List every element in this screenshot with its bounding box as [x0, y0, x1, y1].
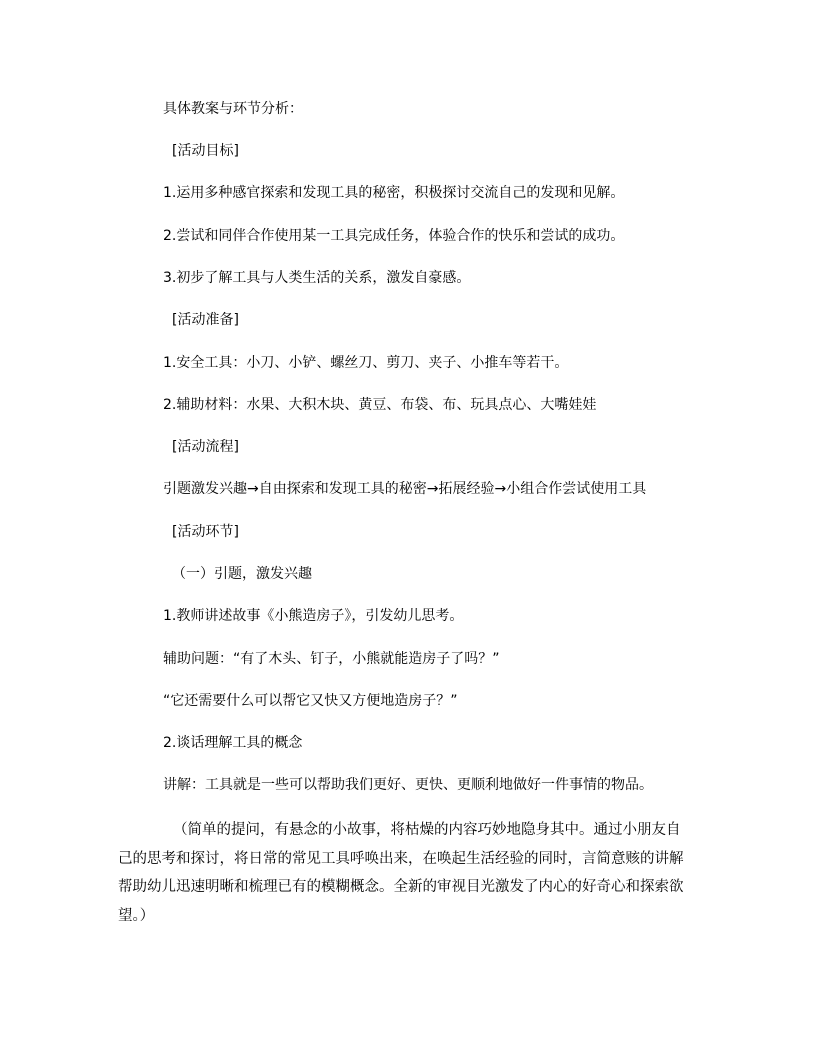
section-heading-prep: [活动准备]	[172, 312, 239, 328]
prep-item: 1.安全工具：小刀、小铲、螺丝刀、剪刀、夹子、小推车等若干。	[163, 355, 569, 371]
steps-item: “它还需要什么可以帮它又快又方便地造房子？”	[163, 693, 458, 709]
steps-item: 辅助问题：“有了木头、钉子，小熊就能造房子了吗？”	[163, 651, 500, 667]
prep-item: 2.辅助材料：水果、大积木块、黄豆、布袋、布、玩具点心、大嘴娃娃	[163, 397, 597, 413]
flow-text: 引题激发兴趣→自由探索和发现工具的秘密→拓展经验→小组合作尝试使用工具	[163, 481, 647, 497]
section-heading-flow: [活动流程]	[172, 439, 239, 455]
goal-item: 1.运用多种感官探索和发现工具的秘密，积极探讨交流自己的发现和见解。	[163, 185, 625, 201]
steps-item: 讲解：工具就是一些可以帮助我们更好、更快、更顺利地做好一件事情的物品。	[163, 777, 653, 793]
analysis-paragraph: （简单的提问，有悬念的小故事，将枯燥的内容巧妙地隐身其中。通过小朋友自己的思考和探讨，将日常的常见工具呼唤出来，在唤起生活经验的同时，言简意赅的讲解帮助幼儿迅速明晰和梳理已有的模糊概念。全新的审视目光激发了内心的好奇心和探索欲望。）	[118, 822, 684, 924]
section-heading-steps: [活动环节]	[172, 524, 239, 540]
section-heading-goal: [活动目标]	[172, 143, 239, 159]
steps-item: 2.谈话理解工具的概念	[163, 735, 303, 751]
steps-subheading: （一）引题，激发兴趣	[172, 566, 312, 582]
goal-item: 3.初步了解工具与人类生活的关系，激发自豪感。	[163, 270, 471, 286]
steps-item: 1.教师讲述故事《小熊造房子》，引发幼儿思考。	[163, 608, 464, 624]
goal-item: 2.尝试和同伴合作使用某一工具完成任务，体验合作的快乐和尝试的成功。	[163, 228, 625, 244]
document-title: 具体教案与环节分析：	[163, 101, 303, 117]
